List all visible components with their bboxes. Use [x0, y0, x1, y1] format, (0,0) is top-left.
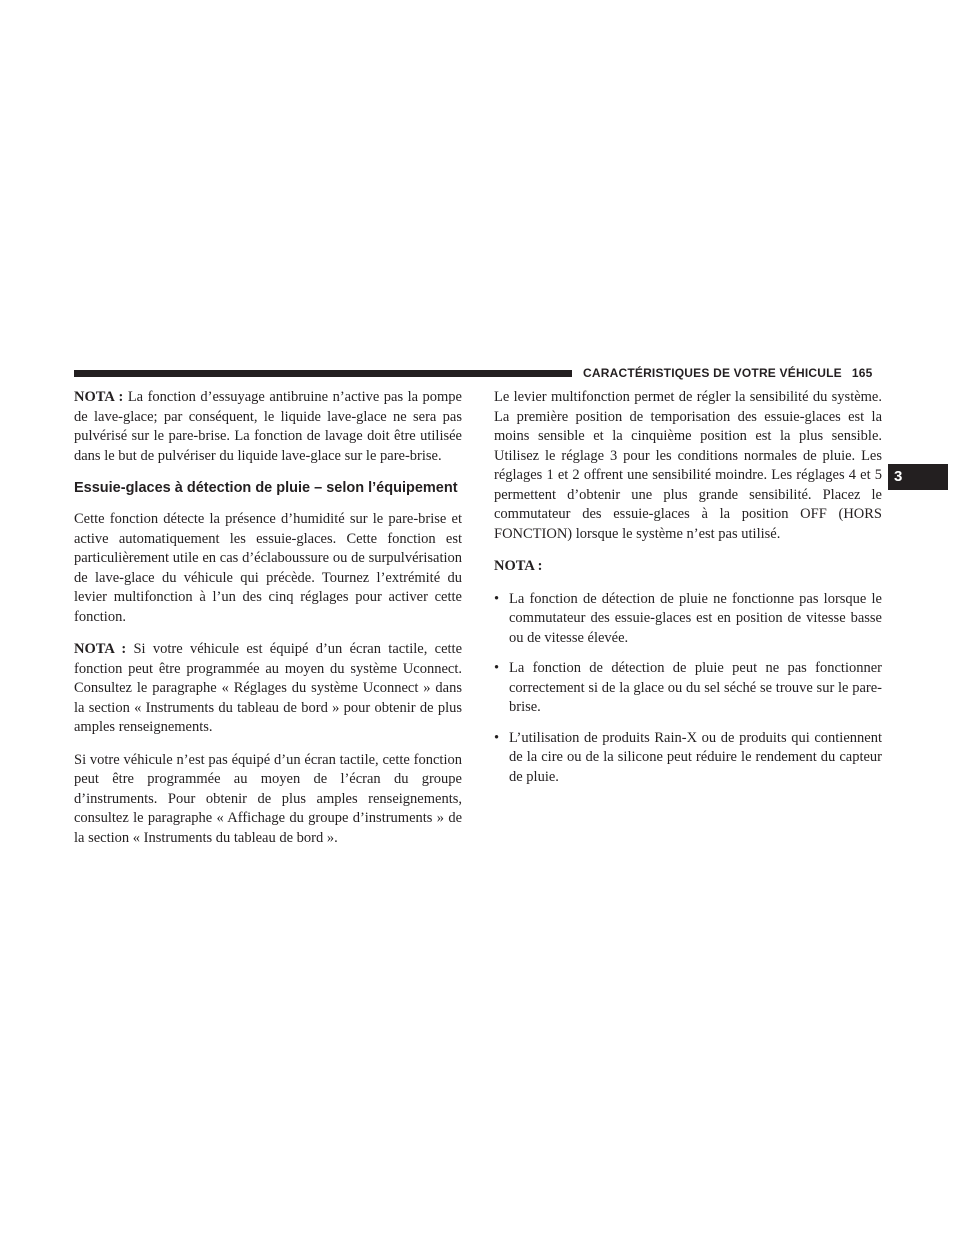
header-title: CARACTÉRISTIQUES DE VOTRE VÉHICULE: [583, 366, 842, 380]
running-header: [583, 366, 872, 380]
right-column: [494, 388, 882, 798]
body-paragraph: Cette fonction détecte la présence d’humidité sur le pare-brise et active automatiquement les essuie-glaces. Cette fonction est particulièrement utile en cas d’éclaboussure ou de surpulvérisation de lave-glace du véhicule qui précède. Tournez l’extrémité du levier multifonction à l’un des cinq réglages pour activer cette fonction.: [74, 511, 462, 625]
bullet-icon: •: [494, 590, 500, 607]
bullet-icon: •: [494, 660, 500, 676]
note-paragraph: [74, 640, 462, 738]
list-item: [494, 590, 882, 649]
body-paragraph: Le levier multifonction permet de régler la sensibilité du système. La première position de temporisation des essuie-glaces est la moins sensible et la cinquième position est la plus sensible. Utilisez le réglage 3 pour les conditions normales de pluie. Les réglages 1 et 2 offrent une sensibilité moindre. Les réglages 4 et 5 permettent d’obtenir une plus grande sensibilité. Placez le commutateur des essuie-glaces à la position OFF (HORS FONCTION) lorsque le système n’est pas utilisé.: [494, 389, 882, 542]
page-number: 165: [851, 366, 873, 380]
chapter-tab: 3: [888, 464, 948, 490]
note-label: NOTA :: [74, 641, 127, 657]
note-label: NOTA :: [74, 389, 124, 405]
note-bullet-list: [494, 590, 882, 788]
body-paragraph: Si votre véhicule n’est pas équipé d’un écran tactile, cette fonction peut être programmée au moyen de l’écran du groupe d’instruments. Pour obtenir de plus amples renseignements, consultez le paragraphe « Affichage du groupe d’instruments » de la section « Instruments du tableau de bord ».: [74, 751, 462, 846]
header-rule: [74, 370, 572, 377]
bullet-icon: •: [494, 729, 500, 746]
note-text: La fonction d’essuyage antibruine n’active pas la pompe de lave-glace; par conséquent, le liquide lave-glace ne sera pas pulvérisé sur le pare-brise. La fonction de lavage doit être utilisée dans le but de pulvériser du liquide lave-glace sur le pare-brise.: [74, 389, 462, 464]
list-item-text: L’utilisation de produits Rain-X ou de produits qui contiennent de la cire ou de la silicone peut réduire le rendement du capteur de pluie.: [509, 729, 882, 785]
list-item-text: La fonction de détection de pluie ne fonctionne pas lorsque le commutateur des essuie-glaces est en position de vitesse basse ou de vitesse élevée.: [509, 590, 882, 646]
list-item: [494, 659, 882, 718]
note-paragraph: [74, 388, 462, 466]
list-item-text: La fonction de détection de pluie peut ne pas fonctionner correctement si de la glace ou du sel séché se trouve sur le pare-brise.: [509, 660, 882, 715]
note-label: NOTA :: [494, 558, 543, 574]
left-column: [74, 388, 462, 861]
note-text: Si votre véhicule est équipé d’un écran tactile, cette fonction peut être programmée au moyen du système Uconnect. Consultez le paragraphe « Réglages du système Uconnect » dans la section « Instruments du tableau de bord » pour obtenir de plus amples renseignements.: [74, 641, 463, 735]
section-heading: Essuie-glaces à détection de pluie – selon l’équipement: [74, 480, 458, 496]
list-item: [494, 729, 882, 788]
